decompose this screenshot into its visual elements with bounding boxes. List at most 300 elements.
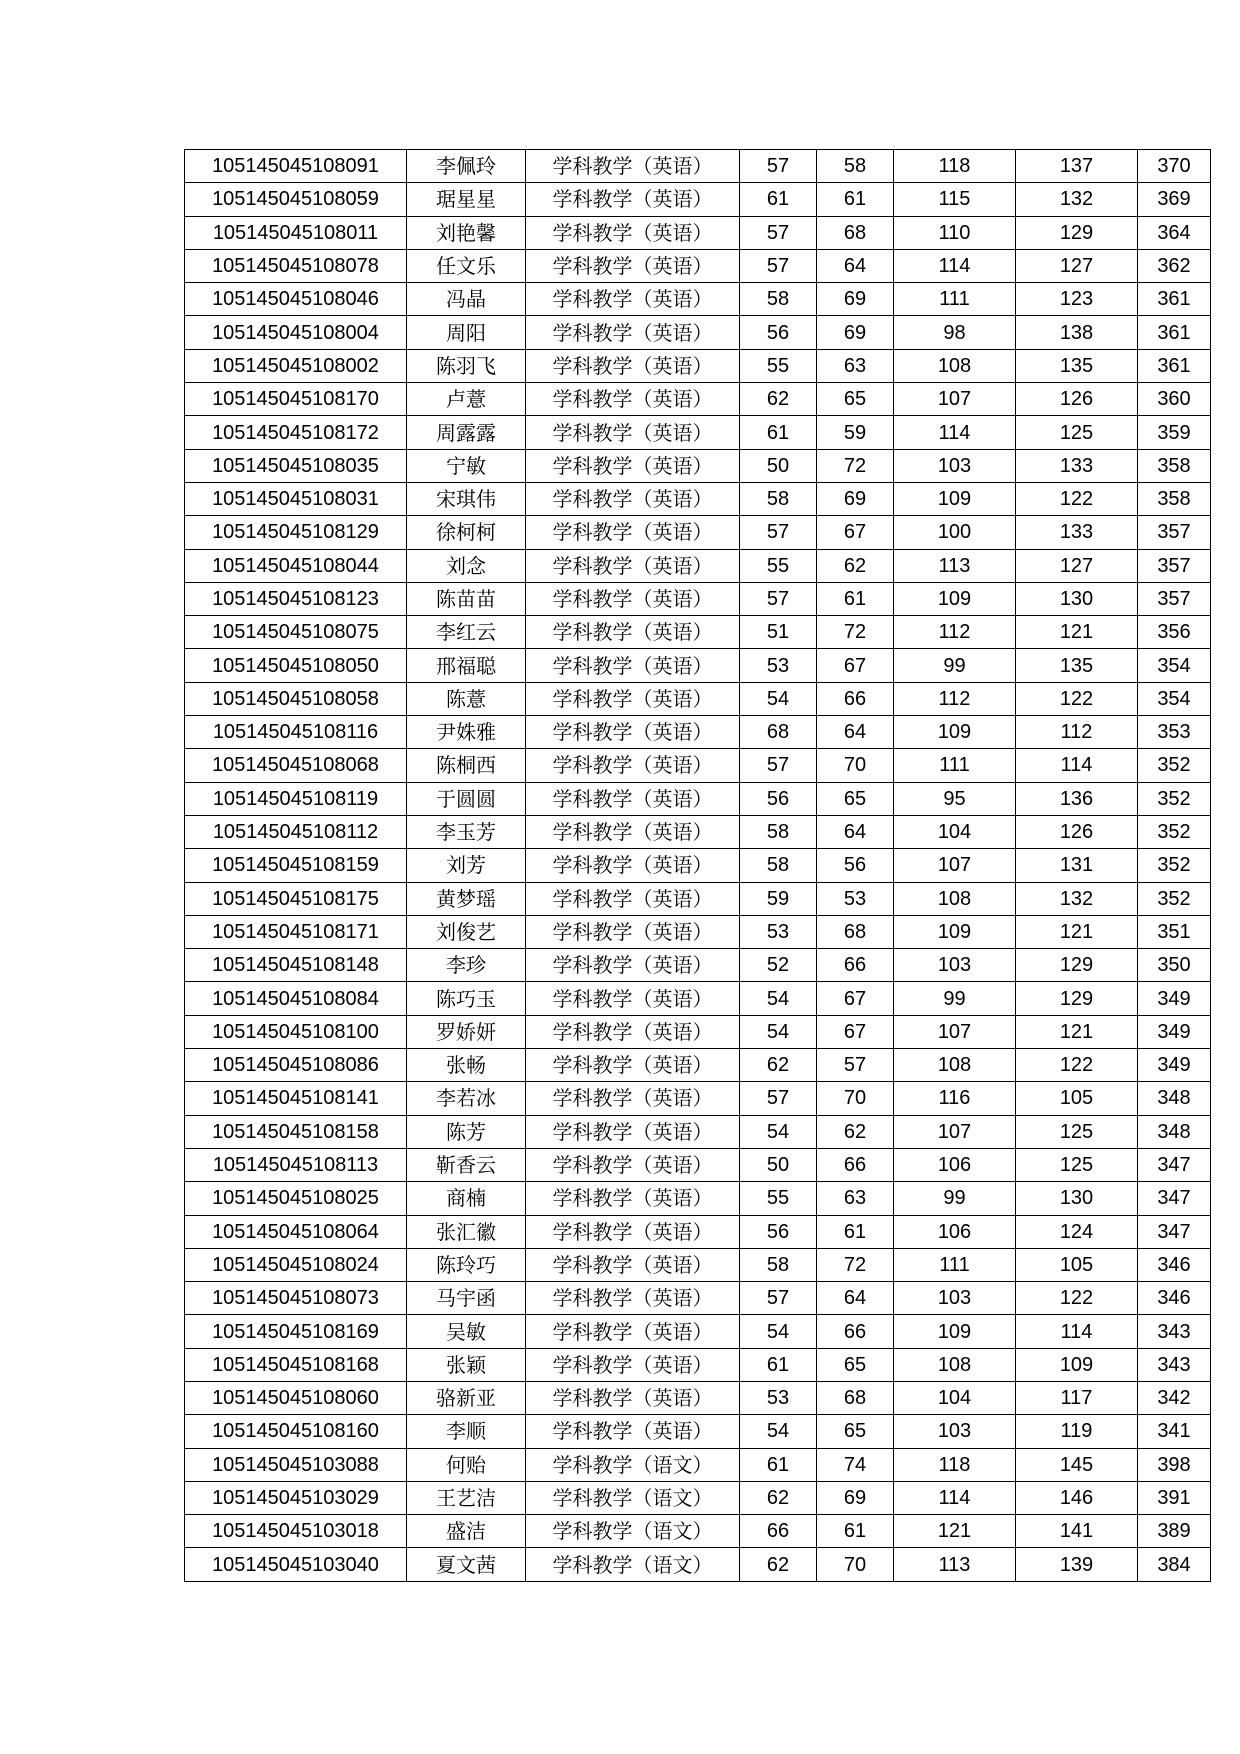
score-politics-cell: 58 <box>740 815 817 848</box>
score-subject-2-cell: 146 <box>1016 1481 1138 1514</box>
score-english-cell: 64 <box>817 815 894 848</box>
score-subject-1-cell: 99 <box>894 1182 1016 1215</box>
name-cell: 骆新亚 <box>407 1381 526 1414</box>
major-cell: 学科教学（英语） <box>526 482 740 515</box>
total-score-cell: 349 <box>1138 1015 1211 1048</box>
score-subject-1-cell: 99 <box>894 982 1016 1015</box>
major-cell: 学科教学（英语） <box>526 1348 740 1381</box>
score-english-cell: 74 <box>817 1448 894 1481</box>
total-score-cell: 357 <box>1138 516 1211 549</box>
name-cell: 刘念 <box>407 549 526 582</box>
table-row <box>185 150 1211 183</box>
total-score-cell: 347 <box>1138 1148 1211 1181</box>
candidate-id-cell: 105145045103040 <box>185 1548 407 1581</box>
total-score-cell: 347 <box>1138 1182 1211 1215</box>
score-politics-cell: 57 <box>740 1082 817 1115</box>
candidate-id-cell: 105145045108171 <box>185 915 407 948</box>
name-cell: 何贻 <box>407 1448 526 1481</box>
score-subject-2-cell: 122 <box>1016 682 1138 715</box>
candidate-id-cell: 105145045108046 <box>185 283 407 316</box>
total-score-cell: 369 <box>1138 183 1211 216</box>
total-score-cell: 349 <box>1138 1049 1211 1082</box>
score-subject-2-cell: 127 <box>1016 549 1138 582</box>
major-cell: 学科教学（英语） <box>526 1282 740 1315</box>
candidate-id-cell: 105145045108058 <box>185 682 407 715</box>
score-subject-2-cell: 112 <box>1016 716 1138 749</box>
score-subject-2-cell: 121 <box>1016 616 1138 649</box>
candidate-id-cell: 105145045108024 <box>185 1248 407 1281</box>
score-subject-1-cell: 107 <box>894 1115 1016 1148</box>
major-cell: 学科教学（英语） <box>526 449 740 482</box>
name-cell: 尹姝雅 <box>407 716 526 749</box>
name-cell: 陈芳 <box>407 1115 526 1148</box>
total-score-cell: 358 <box>1138 482 1211 515</box>
total-score-cell: 391 <box>1138 1481 1211 1514</box>
name-cell: 陈苗苗 <box>407 582 526 615</box>
score-subject-1-cell: 107 <box>894 1015 1016 1048</box>
name-cell: 李红云 <box>407 616 526 649</box>
score-english-cell: 58 <box>817 150 894 183</box>
score-subject-1-cell: 106 <box>894 1148 1016 1181</box>
score-subject-1-cell: 108 <box>894 882 1016 915</box>
score-politics-cell: 56 <box>740 782 817 815</box>
table-row <box>185 1049 1211 1082</box>
candidate-id-cell: 105145045108141 <box>185 1082 407 1115</box>
candidate-id-cell: 105145045108044 <box>185 549 407 582</box>
score-subject-1-cell: 111 <box>894 1248 1016 1281</box>
total-score-cell: 361 <box>1138 349 1211 382</box>
major-cell: 学科教学（英语） <box>526 1381 740 1414</box>
name-cell: 陈薏 <box>407 682 526 715</box>
score-subject-1-cell: 110 <box>894 216 1016 249</box>
name-cell: 张汇徽 <box>407 1215 526 1248</box>
name-cell: 李顺 <box>407 1415 526 1448</box>
score-subject-2-cell: 126 <box>1016 383 1138 416</box>
name-cell: 吴敏 <box>407 1315 526 1348</box>
candidate-id-cell: 105145045108091 <box>185 150 407 183</box>
table-row <box>185 1348 1211 1381</box>
candidate-id-cell: 105145045108004 <box>185 316 407 349</box>
candidate-id-cell: 105145045103088 <box>185 1448 407 1481</box>
candidate-id-cell: 105145045108059 <box>185 183 407 216</box>
major-cell: 学科教学（英语） <box>526 1415 740 1448</box>
name-cell: 商楠 <box>407 1182 526 1215</box>
score-subject-1-cell: 114 <box>894 249 1016 282</box>
score-subject-1-cell: 103 <box>894 1282 1016 1315</box>
score-subject-2-cell: 114 <box>1016 749 1138 782</box>
table-row <box>185 549 1211 582</box>
score-english-cell: 63 <box>817 349 894 382</box>
table-row <box>185 1548 1211 1581</box>
candidate-id-cell: 105145045108084 <box>185 982 407 1015</box>
table-row <box>185 616 1211 649</box>
candidate-id-cell: 105145045108175 <box>185 882 407 915</box>
major-cell: 学科教学（语文） <box>526 1448 740 1481</box>
major-cell: 学科教学（英语） <box>526 749 740 782</box>
total-score-cell: 346 <box>1138 1282 1211 1315</box>
score-english-cell: 66 <box>817 1315 894 1348</box>
candidate-id-cell: 105145045108112 <box>185 815 407 848</box>
score-subject-2-cell: 136 <box>1016 782 1138 815</box>
score-subject-2-cell: 125 <box>1016 1115 1138 1148</box>
name-cell: 李若冰 <box>407 1082 526 1115</box>
score-subject-2-cell: 123 <box>1016 283 1138 316</box>
total-score-cell: 343 <box>1138 1348 1211 1381</box>
score-english-cell: 63 <box>817 1182 894 1215</box>
candidate-id-cell: 105145045108123 <box>185 582 407 615</box>
score-subject-1-cell: 109 <box>894 582 1016 615</box>
score-subject-2-cell: 129 <box>1016 216 1138 249</box>
score-subject-1-cell: 106 <box>894 1215 1016 1248</box>
total-score-cell: 359 <box>1138 416 1211 449</box>
name-cell: 罗娇妍 <box>407 1015 526 1048</box>
major-cell: 学科教学（英语） <box>526 882 740 915</box>
score-politics-cell: 61 <box>740 416 817 449</box>
candidate-id-cell: 105145045108170 <box>185 383 407 416</box>
major-cell: 学科教学（语文） <box>526 1481 740 1514</box>
table-row <box>185 1248 1211 1281</box>
score-english-cell: 66 <box>817 1148 894 1181</box>
score-english-cell: 65 <box>817 383 894 416</box>
score-politics-cell: 62 <box>740 1049 817 1082</box>
score-subject-1-cell: 115 <box>894 183 1016 216</box>
major-cell: 学科教学（语文） <box>526 1548 740 1581</box>
score-subject-2-cell: 117 <box>1016 1381 1138 1414</box>
score-politics-cell: 53 <box>740 1381 817 1414</box>
score-english-cell: 62 <box>817 549 894 582</box>
score-english-cell: 53 <box>817 882 894 915</box>
score-english-cell: 59 <box>817 416 894 449</box>
table-row <box>185 882 1211 915</box>
total-score-cell: 370 <box>1138 150 1211 183</box>
table-row <box>185 216 1211 249</box>
table-row <box>185 416 1211 449</box>
major-cell: 学科教学（英语） <box>526 849 740 882</box>
name-cell: 靳香云 <box>407 1148 526 1181</box>
table-row <box>185 1082 1211 1115</box>
candidate-id-cell: 105145045103018 <box>185 1515 407 1548</box>
score-subject-1-cell: 111 <box>894 749 1016 782</box>
major-cell: 学科教学（英语） <box>526 316 740 349</box>
major-cell: 学科教学（英语） <box>526 616 740 649</box>
score-subject-2-cell: 124 <box>1016 1215 1138 1248</box>
total-score-cell: 354 <box>1138 682 1211 715</box>
major-cell: 学科教学（英语） <box>526 383 740 416</box>
score-english-cell: 72 <box>817 449 894 482</box>
score-subject-1-cell: 98 <box>894 316 1016 349</box>
score-subject-1-cell: 118 <box>894 1448 1016 1481</box>
candidate-id-cell: 105145045108100 <box>185 1015 407 1048</box>
score-subject-1-cell: 104 <box>894 1381 1016 1414</box>
total-score-cell: 352 <box>1138 849 1211 882</box>
name-cell: 冯晶 <box>407 283 526 316</box>
score-english-cell: 67 <box>817 982 894 1015</box>
score-english-cell: 66 <box>817 682 894 715</box>
major-cell: 学科教学（英语） <box>526 1082 740 1115</box>
name-cell: 刘芳 <box>407 849 526 882</box>
table-row <box>185 383 1211 416</box>
total-score-cell: 352 <box>1138 882 1211 915</box>
total-score-cell: 362 <box>1138 249 1211 282</box>
candidate-id-cell: 105145045108025 <box>185 1182 407 1215</box>
score-subject-2-cell: 125 <box>1016 1148 1138 1181</box>
score-table-body <box>185 150 1211 1582</box>
score-politics-cell: 54 <box>740 1015 817 1048</box>
score-subject-2-cell: 127 <box>1016 249 1138 282</box>
major-cell: 学科教学（英语） <box>526 349 740 382</box>
score-subject-1-cell: 109 <box>894 716 1016 749</box>
major-cell: 学科教学（英语） <box>526 1315 740 1348</box>
score-politics-cell: 53 <box>740 649 817 682</box>
major-cell: 学科教学（英语） <box>526 949 740 982</box>
score-english-cell: 68 <box>817 915 894 948</box>
table-row <box>185 782 1211 815</box>
table-row <box>185 1182 1211 1215</box>
score-politics-cell: 58 <box>740 1248 817 1281</box>
name-cell: 琚星星 <box>407 183 526 216</box>
candidate-id-cell: 105145045108011 <box>185 216 407 249</box>
score-subject-2-cell: 135 <box>1016 649 1138 682</box>
score-politics-cell: 61 <box>740 1348 817 1381</box>
name-cell: 李玉芳 <box>407 815 526 848</box>
table-row <box>185 1115 1211 1148</box>
score-english-cell: 72 <box>817 1248 894 1281</box>
major-cell: 学科教学（英语） <box>526 815 740 848</box>
score-subject-1-cell: 112 <box>894 682 1016 715</box>
name-cell: 刘艳馨 <box>407 216 526 249</box>
score-subject-2-cell: 121 <box>1016 915 1138 948</box>
score-english-cell: 68 <box>817 216 894 249</box>
major-cell: 学科教学（英语） <box>526 283 740 316</box>
name-cell: 任文乐 <box>407 249 526 282</box>
score-subject-1-cell: 113 <box>894 549 1016 582</box>
total-score-cell: 358 <box>1138 449 1211 482</box>
table-row <box>185 183 1211 216</box>
major-cell: 学科教学（英语） <box>526 782 740 815</box>
score-english-cell: 61 <box>817 1215 894 1248</box>
table-row <box>185 915 1211 948</box>
table-row <box>185 449 1211 482</box>
candidate-id-cell: 105145045108168 <box>185 1348 407 1381</box>
table-row <box>185 249 1211 282</box>
score-politics-cell: 57 <box>740 150 817 183</box>
table-row <box>185 649 1211 682</box>
score-subject-1-cell: 109 <box>894 482 1016 515</box>
major-cell: 学科教学（英语） <box>526 716 740 749</box>
score-politics-cell: 57 <box>740 516 817 549</box>
score-subject-1-cell: 107 <box>894 383 1016 416</box>
total-score-cell: 352 <box>1138 749 1211 782</box>
total-score-cell: 357 <box>1138 582 1211 615</box>
score-english-cell: 68 <box>817 1381 894 1414</box>
score-subject-2-cell: 132 <box>1016 882 1138 915</box>
total-score-cell: 352 <box>1138 815 1211 848</box>
score-subject-2-cell: 133 <box>1016 516 1138 549</box>
table-row <box>185 582 1211 615</box>
candidate-id-cell: 105145045108060 <box>185 1381 407 1414</box>
total-score-cell: 360 <box>1138 383 1211 416</box>
table-row <box>185 316 1211 349</box>
score-politics-cell: 66 <box>740 1515 817 1548</box>
candidate-id-cell: 105145045108172 <box>185 416 407 449</box>
score-subject-1-cell: 121 <box>894 1515 1016 1548</box>
score-english-cell: 72 <box>817 616 894 649</box>
table-row <box>185 1415 1211 1448</box>
name-cell: 张畅 <box>407 1049 526 1082</box>
total-score-cell: 354 <box>1138 649 1211 682</box>
candidate-id-cell: 105145045108116 <box>185 716 407 749</box>
table-row <box>185 1148 1211 1181</box>
score-subject-1-cell: 109 <box>894 915 1016 948</box>
candidate-id-cell: 105145045108159 <box>185 849 407 882</box>
score-politics-cell: 57 <box>740 1282 817 1315</box>
score-politics-cell: 54 <box>740 1115 817 1148</box>
name-cell: 盛洁 <box>407 1515 526 1548</box>
score-subject-1-cell: 111 <box>894 283 1016 316</box>
score-subject-2-cell: 109 <box>1016 1348 1138 1381</box>
score-subject-2-cell: 130 <box>1016 1182 1138 1215</box>
score-subject-2-cell: 130 <box>1016 582 1138 615</box>
table-row <box>185 516 1211 549</box>
score-politics-cell: 55 <box>740 349 817 382</box>
score-subject-2-cell: 129 <box>1016 982 1138 1015</box>
candidate-id-cell: 105145045108064 <box>185 1215 407 1248</box>
score-subject-2-cell: 129 <box>1016 949 1138 982</box>
score-english-cell: 65 <box>817 782 894 815</box>
score-politics-cell: 54 <box>740 1415 817 1448</box>
total-score-cell: 346 <box>1138 1248 1211 1281</box>
table-row <box>185 1315 1211 1348</box>
score-subject-1-cell: 100 <box>894 516 1016 549</box>
score-politics-cell: 55 <box>740 1182 817 1215</box>
score-politics-cell: 50 <box>740 1148 817 1181</box>
score-english-cell: 67 <box>817 1015 894 1048</box>
table-row <box>185 1448 1211 1481</box>
name-cell: 陈桐西 <box>407 749 526 782</box>
score-english-cell: 56 <box>817 849 894 882</box>
table-row <box>185 982 1211 1015</box>
score-subject-2-cell: 137 <box>1016 150 1138 183</box>
score-english-cell: 69 <box>817 482 894 515</box>
score-subject-2-cell: 145 <box>1016 1448 1138 1481</box>
score-english-cell: 67 <box>817 649 894 682</box>
name-cell: 邢福聪 <box>407 649 526 682</box>
total-score-cell: 364 <box>1138 216 1211 249</box>
score-subject-2-cell: 122 <box>1016 1282 1138 1315</box>
score-english-cell: 70 <box>817 749 894 782</box>
score-subject-2-cell: 139 <box>1016 1548 1138 1581</box>
score-english-cell: 61 <box>817 1515 894 1548</box>
score-subject-2-cell: 135 <box>1016 349 1138 382</box>
score-subject-1-cell: 104 <box>894 815 1016 848</box>
name-cell: 周露露 <box>407 416 526 449</box>
name-cell: 刘俊艺 <box>407 915 526 948</box>
name-cell: 马宇函 <box>407 1282 526 1315</box>
score-table <box>184 149 1211 1582</box>
candidate-id-cell: 105145045108148 <box>185 949 407 982</box>
score-politics-cell: 59 <box>740 882 817 915</box>
score-subject-2-cell: 122 <box>1016 482 1138 515</box>
name-cell: 李珍 <box>407 949 526 982</box>
score-politics-cell: 61 <box>740 183 817 216</box>
total-score-cell: 348 <box>1138 1082 1211 1115</box>
total-score-cell: 349 <box>1138 982 1211 1015</box>
score-politics-cell: 62 <box>740 1548 817 1581</box>
candidate-id-cell: 105145045108050 <box>185 649 407 682</box>
score-politics-cell: 57 <box>740 749 817 782</box>
total-score-cell: 361 <box>1138 316 1211 349</box>
candidate-id-cell: 105145045108031 <box>185 482 407 515</box>
score-subject-1-cell: 103 <box>894 1415 1016 1448</box>
score-subject-1-cell: 99 <box>894 649 1016 682</box>
score-english-cell: 61 <box>817 183 894 216</box>
table-row <box>185 849 1211 882</box>
score-english-cell: 65 <box>817 1348 894 1381</box>
score-english-cell: 64 <box>817 1282 894 1315</box>
table-row <box>185 1515 1211 1548</box>
score-subject-1-cell: 103 <box>894 449 1016 482</box>
score-english-cell: 65 <box>817 1415 894 1448</box>
table-row <box>185 349 1211 382</box>
major-cell: 学科教学（英语） <box>526 982 740 1015</box>
score-subject-1-cell: 108 <box>894 349 1016 382</box>
score-subject-1-cell: 108 <box>894 1049 1016 1082</box>
major-cell: 学科教学（英语） <box>526 216 740 249</box>
total-score-cell: 398 <box>1138 1448 1211 1481</box>
score-politics-cell: 58 <box>740 283 817 316</box>
score-politics-cell: 53 <box>740 915 817 948</box>
name-cell: 宋琪伟 <box>407 482 526 515</box>
name-cell: 陈玲巧 <box>407 1248 526 1281</box>
score-politics-cell: 56 <box>740 1215 817 1248</box>
score-politics-cell: 61 <box>740 1448 817 1481</box>
score-subject-1-cell: 114 <box>894 1481 1016 1514</box>
score-politics-cell: 50 <box>740 449 817 482</box>
candidate-id-cell: 105145045108113 <box>185 1148 407 1181</box>
table-row <box>185 749 1211 782</box>
score-subject-1-cell: 109 <box>894 1315 1016 1348</box>
score-english-cell: 69 <box>817 316 894 349</box>
score-politics-cell: 68 <box>740 716 817 749</box>
score-subject-2-cell: 125 <box>1016 416 1138 449</box>
major-cell: 学科教学（语文） <box>526 1515 740 1548</box>
total-score-cell: 389 <box>1138 1515 1211 1548</box>
score-subject-1-cell: 112 <box>894 616 1016 649</box>
score-subject-1-cell: 114 <box>894 416 1016 449</box>
score-politics-cell: 57 <box>740 249 817 282</box>
major-cell: 学科教学（英语） <box>526 416 740 449</box>
major-cell: 学科教学（英语） <box>526 516 740 549</box>
candidate-id-cell: 105145045108129 <box>185 516 407 549</box>
candidate-id-cell: 105145045108158 <box>185 1115 407 1148</box>
major-cell: 学科教学（英语） <box>526 582 740 615</box>
score-subject-2-cell: 131 <box>1016 849 1138 882</box>
name-cell: 黄梦瑶 <box>407 882 526 915</box>
score-politics-cell: 62 <box>740 1481 817 1514</box>
score-subject-2-cell: 141 <box>1016 1515 1138 1548</box>
score-politics-cell: 58 <box>740 482 817 515</box>
score-english-cell: 64 <box>817 716 894 749</box>
score-subject-2-cell: 119 <box>1016 1415 1138 1448</box>
name-cell: 周阳 <box>407 316 526 349</box>
score-subject-2-cell: 122 <box>1016 1049 1138 1082</box>
name-cell: 宁敏 <box>407 449 526 482</box>
candidate-id-cell: 105145045108086 <box>185 1049 407 1082</box>
score-politics-cell: 54 <box>740 682 817 715</box>
candidate-id-cell: 105145045108119 <box>185 782 407 815</box>
score-subject-1-cell: 107 <box>894 849 1016 882</box>
candidate-id-cell: 105145045108002 <box>185 349 407 382</box>
